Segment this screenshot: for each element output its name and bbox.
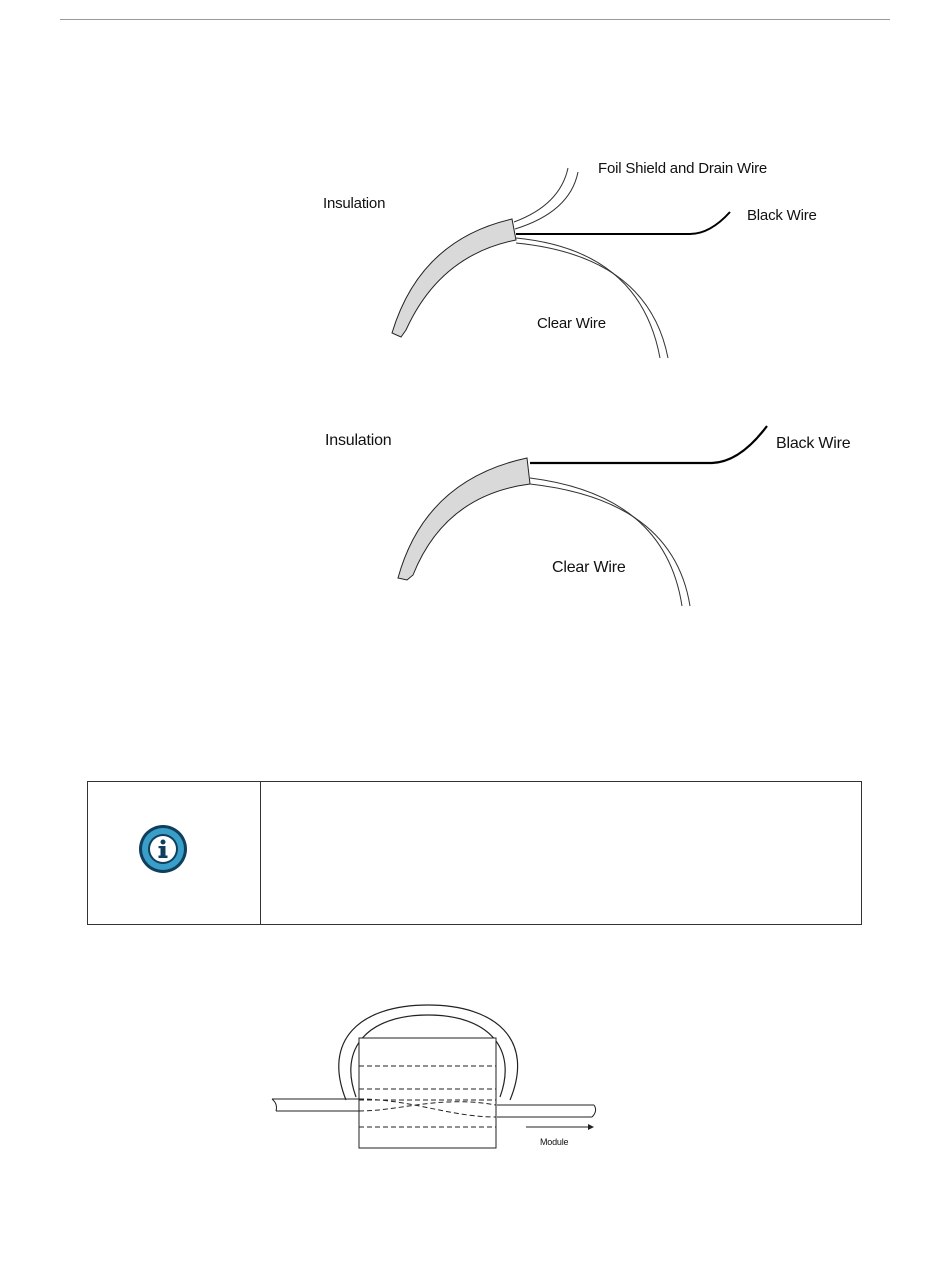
fig2-black-wire-label: Black Wire	[776, 435, 851, 452]
fig2-clear-wire-label: Clear Wire	[552, 559, 626, 576]
fig3-module-arrow-head	[588, 1124, 594, 1130]
fig1-black-wire-label: Black Wire	[747, 207, 817, 224]
fig3-cable-right-end	[592, 1105, 596, 1117]
fig3-cable-left-end	[272, 1099, 277, 1111]
fig1-clear-wire-label: Clear Wire	[537, 315, 606, 332]
fig1-insulation-label: Insulation	[323, 195, 386, 212]
fig3-ferrite-core	[359, 1038, 496, 1148]
fig1-foil-label: Foil Shield and Drain Wire	[598, 160, 768, 177]
fig2-insulation-label: Insulation	[325, 432, 392, 449]
fig3-module-label: Module	[540, 1137, 569, 1147]
